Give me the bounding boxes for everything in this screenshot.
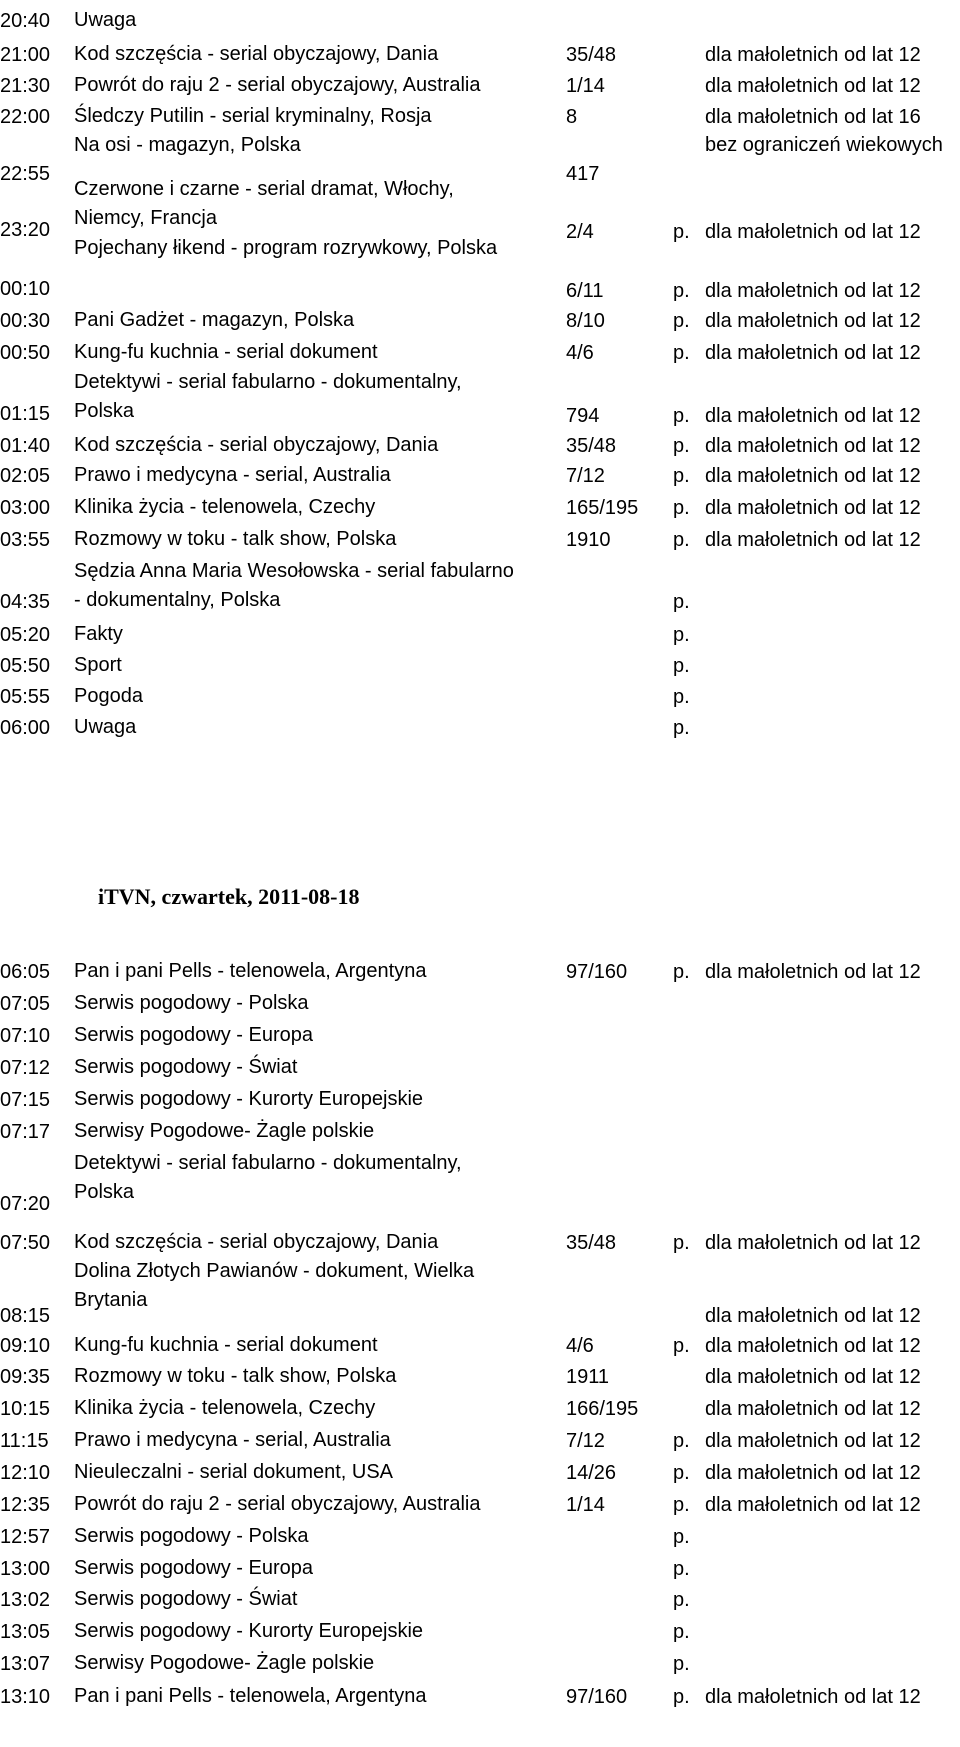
time-label: 07:12	[0, 1057, 51, 1079]
premiere-marker: p.	[673, 221, 690, 243]
program-title: Na osi - magazyn, Polska	[74, 134, 301, 156]
premiere-marker: p.	[673, 1686, 690, 1708]
time-label: 06:00	[0, 717, 51, 739]
premiere-marker: p.	[673, 1335, 690, 1357]
premiere-marker: p.	[673, 717, 690, 739]
program-title: Kod szczęścia - serial obyczajowy, Dania	[74, 434, 439, 456]
episode-number: 6/11	[566, 280, 604, 302]
episode-number: 4/6	[566, 342, 594, 364]
program-title: Serwis pogodowy - Kurorty Europejskie	[74, 1088, 424, 1110]
premiere-marker: p.	[673, 686, 690, 708]
age-rating: dla małoletnich od lat 12	[705, 75, 921, 97]
program-title: Uwaga	[74, 716, 137, 738]
episode-number: 1/14	[566, 75, 605, 97]
time-label: 22:55	[0, 163, 51, 185]
time-label: 09:35	[0, 1366, 51, 1388]
episode-number: 417	[566, 163, 600, 185]
program-title: Dolina Złotych Pawianów - dokument, Wielka Brytania	[74, 1260, 475, 1311]
age-rating: dla małoletnich od lat 12	[705, 435, 921, 457]
time-label: 21:00	[0, 44, 51, 66]
program-title: Sędzia Anna Maria Wesołowska - serial fabularno - dokumentalny, Polska	[74, 560, 514, 611]
program-title: Kod szczęścia - serial obyczajowy, Dania	[74, 1231, 439, 1253]
time-label: 11:15	[0, 1430, 49, 1452]
time-label: 05:50	[0, 655, 51, 677]
time-label: 03:55	[0, 529, 51, 551]
time-label: 07:20	[0, 1193, 51, 1215]
age-rating: dla małoletnich od lat 12	[705, 221, 921, 243]
program-title: Serwis pogodowy - Świat	[74, 1588, 298, 1610]
program-title: Nieuleczalni - serial dokument, USA	[74, 1461, 394, 1483]
age-rating: dla małoletnich od lat 12	[705, 497, 921, 519]
program-title: Prawo i medycyna - serial, Australia	[74, 1429, 391, 1451]
age-rating: dla małoletnich od lat 16	[705, 106, 921, 128]
age-rating: dla małoletnich od lat 12	[705, 1398, 921, 1420]
time-label: 02:05	[0, 465, 51, 487]
age-rating: dla małoletnich od lat 12	[705, 1366, 921, 1388]
time-label: 13:00	[0, 1558, 51, 1580]
time-label: 21:30	[0, 75, 51, 97]
episode-number: 8	[566, 106, 578, 128]
age-rating: dla małoletnich od lat 12	[705, 1232, 921, 1254]
premiere-marker: p.	[673, 624, 690, 646]
time-label: 13:02	[0, 1589, 51, 1611]
age-rating: bez ograniczeń wiekowych	[705, 134, 943, 156]
time-label: 01:40	[0, 435, 51, 457]
premiere-marker: p.	[673, 1430, 690, 1452]
time-label: 06:05	[0, 961, 51, 983]
premiere-marker: p.	[673, 591, 690, 613]
time-label: 01:15	[0, 403, 51, 425]
premiere-marker: p.	[673, 1462, 690, 1484]
episode-number: 794	[566, 405, 600, 427]
age-rating: dla małoletnich od lat 12	[705, 280, 921, 302]
premiere-marker: p.	[673, 465, 690, 487]
premiere-marker: p.	[673, 1526, 690, 1548]
time-label: 07:10	[0, 1025, 51, 1047]
program-title: Prawo i medycyna - serial, Australia	[74, 464, 391, 486]
premiere-marker: p.	[673, 1494, 690, 1516]
episode-number: 1911	[566, 1366, 610, 1388]
program-title: Pani Gadżet - magazyn, Polska	[74, 309, 355, 331]
episode-number: 97/160	[566, 1686, 628, 1708]
premiere-marker: p.	[673, 310, 690, 332]
age-rating: dla małoletnich od lat 12	[705, 1686, 921, 1708]
time-label: 05:55	[0, 686, 51, 708]
premiere-marker: p.	[673, 435, 690, 457]
episode-number: 7/12	[566, 465, 605, 487]
time-label: 23:20	[0, 219, 51, 241]
program-title: Sport	[74, 654, 122, 676]
time-label: 12:57	[0, 1526, 51, 1548]
program-title: Pojechany łikend - program rozrywkowy, Polska	[74, 237, 498, 259]
time-label: 04:35	[0, 591, 51, 613]
program-title: Serwisy Pogodowe- Żagle polskie	[74, 1652, 375, 1674]
episode-number: 97/160	[566, 961, 628, 983]
premiere-marker: p.	[673, 405, 690, 427]
episode-number: 1910	[566, 529, 611, 551]
program-title: Czerwone i czarne - serial dramat, Włochy, Niemcy, Francja	[74, 178, 454, 229]
time-label: 13:10	[0, 1686, 51, 1708]
premiere-marker: p.	[673, 1621, 690, 1643]
program-title: Uwaga	[74, 9, 137, 31]
program-title: Serwis pogodowy - Świat	[74, 1056, 298, 1078]
episode-number: 4/6	[566, 1335, 594, 1357]
program-title: Rozmowy w toku - talk show, Polska	[74, 528, 397, 550]
episode-number: 166/195	[566, 1398, 639, 1420]
premiere-marker: p.	[673, 1558, 690, 1580]
episode-number: 35/48	[566, 44, 617, 66]
time-label: 07:15	[0, 1089, 51, 1111]
time-label: 12:10	[0, 1462, 51, 1484]
time-label: 10:15	[0, 1398, 51, 1420]
program-title: Kod szczęścia - serial obyczajowy, Dania	[74, 43, 439, 65]
program-title: Pan i pani Pells - telenowela, Argentyna	[74, 960, 427, 982]
program-title: Serwisy Pogodowe- Żagle polskie	[74, 1120, 375, 1142]
time-label: 00:10	[0, 278, 51, 300]
premiere-marker: p.	[673, 655, 690, 677]
program-title: Pan i pani Pells - telenowela, Argentyna	[74, 1685, 427, 1707]
premiere-marker: p.	[673, 342, 690, 364]
time-label: 00:50	[0, 342, 51, 364]
time-label: 13:05	[0, 1621, 51, 1643]
time-label: 22:00	[0, 106, 51, 128]
program-title: Serwis pogodowy - Kurorty Europejskie	[74, 1620, 424, 1642]
time-label: 07:50	[0, 1232, 51, 1254]
program-title: Serwis pogodowy - Polska	[74, 1525, 309, 1547]
time-label: 13:07	[0, 1653, 51, 1675]
age-rating: dla małoletnich od lat 12	[705, 961, 921, 983]
program-title: Śledczy Putilin - serial kryminalny, Rosja	[74, 105, 432, 127]
time-label: 07:05	[0, 993, 51, 1015]
time-label: 12:35	[0, 1494, 51, 1516]
program-title: Klinika życia - telenowela, Czechy	[74, 1397, 376, 1419]
age-rating: dla małoletnich od lat 12	[705, 310, 921, 332]
age-rating: dla małoletnich od lat 12	[705, 1430, 921, 1452]
age-rating: dla małoletnich od lat 12	[705, 529, 921, 551]
premiere-marker: p.	[673, 961, 690, 983]
age-rating: dla małoletnich od lat 12	[705, 1494, 921, 1516]
episode-number: 14/26	[566, 1462, 617, 1484]
program-title: Kung-fu kuchnia - serial dokument	[74, 341, 378, 363]
time-label: 07:17	[0, 1121, 51, 1143]
episode-number: 7/12	[566, 1430, 605, 1452]
premiere-marker: p.	[673, 280, 690, 302]
episode-number: 165/195	[566, 497, 639, 519]
age-rating: dla małoletnich od lat 12	[705, 44, 921, 66]
program-title: Pogoda	[74, 685, 143, 707]
episode-number: 2/4	[566, 221, 594, 243]
time-label: 05:20	[0, 624, 51, 646]
premiere-marker: p.	[673, 1653, 690, 1675]
age-rating: dla małoletnich od lat 12	[705, 1335, 921, 1357]
program-title: Detektywi - serial fabularno - dokumentalny, Polska	[74, 371, 462, 422]
episode-number: 35/48	[566, 1232, 617, 1254]
program-title: Klinika życia - telenowela, Czechy	[74, 496, 376, 518]
age-rating: dla małoletnich od lat 12	[705, 342, 921, 364]
program-title: Detektywi - serial fabularno - dokumentalny, Polska	[74, 1152, 462, 1203]
premiere-marker: p.	[673, 529, 690, 551]
program-title: Kung-fu kuchnia - serial dokument	[74, 1334, 378, 1356]
age-rating: dla małoletnich od lat 12	[705, 465, 921, 487]
time-label: 08:15	[0, 1305, 51, 1327]
age-rating: dla małoletnich od lat 12	[705, 1305, 921, 1327]
day-heading: iTVN, czwartek, 2011-08-18	[98, 884, 360, 909]
episode-number: 35/48	[566, 435, 617, 457]
program-title: Powrót do raju 2 - serial obyczajowy, Australia	[74, 1493, 481, 1515]
time-label: 20:40	[0, 10, 51, 32]
age-rating: dla małoletnich od lat 12	[705, 1462, 921, 1484]
program-title: Rozmowy w toku - talk show, Polska	[74, 1365, 397, 1387]
program-title: Fakty	[74, 623, 123, 645]
premiere-marker: p.	[673, 497, 690, 519]
premiere-marker: p.	[673, 1589, 690, 1611]
episode-number: 1/14	[566, 1494, 605, 1516]
program-title: Serwis pogodowy - Polska	[74, 992, 309, 1014]
time-label: 09:10	[0, 1335, 51, 1357]
time-label: 03:00	[0, 497, 51, 519]
episode-number: 8/10	[566, 310, 605, 332]
age-rating: dla małoletnich od lat 12	[705, 405, 921, 427]
time-label: 00:30	[0, 310, 51, 332]
program-title: Powrót do raju 2 - serial obyczajowy, Australia	[74, 74, 481, 96]
program-title: Serwis pogodowy - Europa	[74, 1557, 314, 1579]
premiere-marker: p.	[673, 1232, 690, 1254]
program-title: Serwis pogodowy - Europa	[74, 1024, 314, 1046]
